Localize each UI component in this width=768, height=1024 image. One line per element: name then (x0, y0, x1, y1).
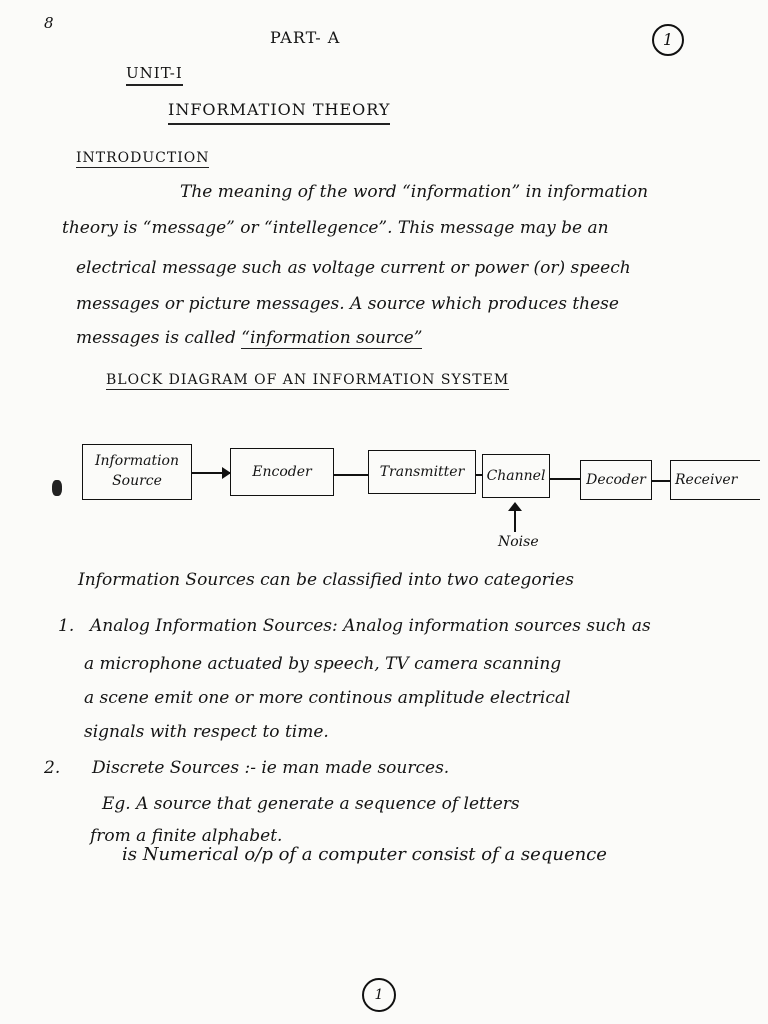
decoder-block: Decoder (580, 460, 652, 500)
transmitter-block: Transmitter (368, 450, 476, 494)
receiver-block: Receiver (670, 460, 760, 500)
intro-line-1: The meaning of the word “information” in information (180, 182, 649, 202)
classification-intro: Information Sources can be classified into two categories (78, 570, 575, 590)
item-2-line-1: Discrete Sources :- ie man made sources. (92, 758, 450, 778)
item-2-line-4: is Numerical o/p of a computer consist of a sequence (122, 844, 607, 865)
item-2-number: 2. (44, 758, 61, 778)
noise-connector (514, 510, 516, 532)
channel-block: Channel (482, 454, 550, 498)
item-1-number: 1. (58, 616, 75, 636)
item-1-line-4: signals with respect to time. (84, 722, 329, 742)
unit-title: UNIT-I (126, 64, 183, 86)
introduction-heading: INTRODUCTION (76, 150, 210, 166)
intro-line-4: messages or picture messages. A source which produces these (76, 294, 619, 314)
intro-line-3: electrical message such as voltage current or power (or) speech (76, 258, 631, 278)
information-source-term: “information source” (241, 328, 423, 348)
item-1-line-2: a microphone actuated by speech, TV camera scanning (84, 654, 562, 674)
item-1-line-1: Analog Information Sources: Analog information sources such as (90, 616, 651, 636)
ink-blot (52, 480, 62, 496)
corner-mark: 8 (44, 14, 54, 32)
footer-page-mark: 1 (362, 978, 396, 1012)
intro-line-2: theory is “message” or “intellegence”. This message may be an (62, 218, 609, 238)
intro-line-5 (76, 328, 422, 348)
page-number-circle: 1 (652, 24, 684, 56)
block-diagram (40, 436, 768, 576)
information-source-label-2: Source (112, 473, 162, 489)
item-1-line-3: a scene emit one or more continous amplitude electrical (84, 688, 571, 708)
encoder-to-transmitter-connector (334, 474, 368, 476)
item-2-line-3: from a finite alphabet. (90, 826, 283, 846)
information-source-label-1: Information (94, 453, 180, 469)
part-title: PART- A (270, 28, 341, 47)
channel-to-decoder-connector (550, 478, 580, 480)
block-diagram-heading: BLOCK DIAGRAM OF AN INFORMATION SYSTEM (106, 372, 510, 388)
noise-label: Noise (498, 534, 539, 550)
information-source-block (82, 444, 192, 500)
decoder-to-receiver-connector (652, 480, 670, 482)
chapter-title: INFORMATION THEORY (168, 100, 390, 125)
encoder-block: Encoder (230, 448, 334, 496)
item-2-line-2: Eg. A source that generate a sequence of letters (102, 794, 520, 814)
intro-line-5-prefix: messages is called (76, 328, 242, 348)
